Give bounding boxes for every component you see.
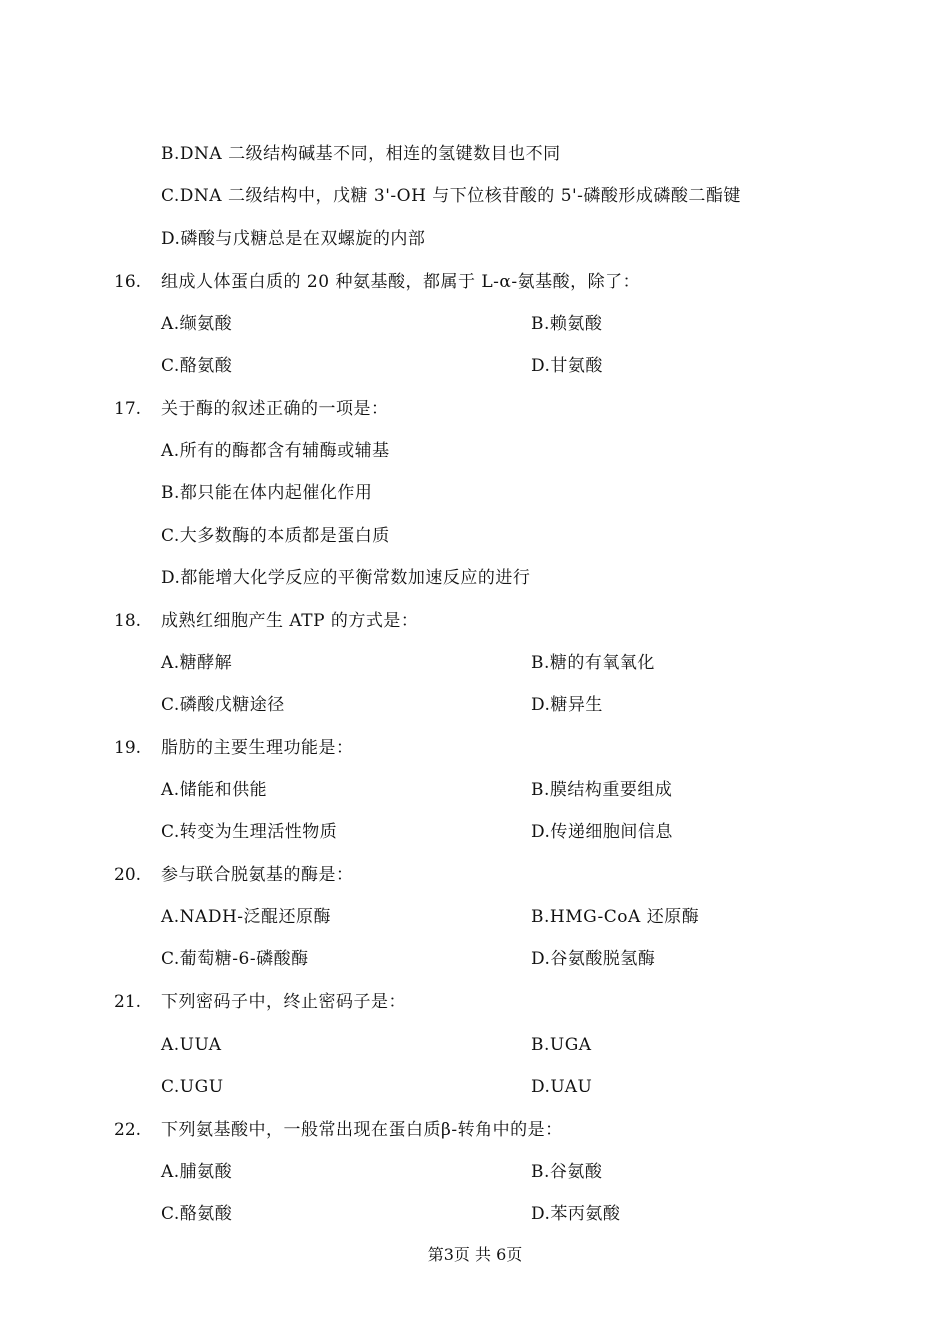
option-a: A.糖酵解: [161, 653, 233, 673]
option-c: C.酪氨酸: [161, 356, 233, 376]
question-text: 组成人体蛋白质的 20 种氨基酸，都属于 L-α-氨基酸，除了：: [161, 272, 641, 292]
prev-option-c: C.DNA 二级结构中，戊糖 3'-OH 与下位核苷酸的 5'-磷酸形成磷酸二酯键: [161, 186, 741, 206]
question-text: 成熟红细胞产生 ATP 的方式是：: [161, 611, 419, 631]
option-a: A.缬氨酸: [161, 314, 233, 334]
question-number: 16.: [114, 272, 142, 292]
option-b: B.糖的有氧氧化: [531, 653, 655, 673]
option-c: C.磷酸戊糖途径: [161, 695, 285, 715]
option-a: A.所有的酶都含有辅酶或辅基: [161, 441, 390, 461]
option-b: B.HMG-CoA 还原酶: [531, 907, 700, 927]
question-number: 17.: [114, 399, 142, 419]
option-b: B.膜结构重要组成: [531, 780, 673, 800]
page-footer: 第3页 共 6页: [427, 1245, 523, 1264]
question-number: 20.: [114, 865, 142, 885]
option-b: B.赖氨酸: [531, 314, 603, 334]
question-number: 22.: [114, 1120, 142, 1140]
question-text: 下列氨基酸中，一般常出现在蛋白质β-转角中的是：: [161, 1120, 563, 1140]
option-d: D.都能增大化学反应的平衡常数加速反应的进行: [161, 568, 531, 588]
question-text: 脂肪的主要生理功能是：: [161, 738, 354, 758]
option-c: C.大多数酶的本质都是蛋白质: [161, 526, 390, 546]
option-a: A.NADH-泛醌还原酶: [161, 907, 332, 927]
prev-option-d: D.磷酸与戊糖总是在双螺旋的内部: [161, 229, 426, 249]
option-a: A.脯氨酸: [161, 1162, 233, 1182]
question-number: 19.: [114, 738, 142, 758]
option-d: D.苯丙氨酸: [531, 1204, 621, 1224]
question-number: 18.: [114, 611, 142, 631]
prev-option-b: B.DNA 二级结构碱基不同，相连的氢键数目也不同: [161, 144, 561, 164]
option-c: C.UGU: [161, 1077, 224, 1097]
option-d: D.谷氨酸脱氢酶: [531, 949, 656, 969]
question-text: 下列密码子中，终止密码子是：: [161, 992, 406, 1012]
option-b: B.都只能在体内起催化作用: [161, 483, 373, 503]
question-text: 关于酶的叙述正确的一项是：: [161, 399, 389, 419]
option-c: C.葡萄糖-6-磷酸酶: [161, 949, 309, 969]
question-number: 21.: [114, 992, 142, 1012]
option-d: D.传递细胞间信息: [531, 822, 673, 842]
option-c: C.转变为生理活性物质: [161, 822, 338, 842]
option-a: A.UUA: [161, 1035, 222, 1055]
option-d: D.UAU: [531, 1077, 593, 1097]
option-b: B.谷氨酸: [531, 1162, 603, 1182]
option-c: C.酪氨酸: [161, 1204, 233, 1224]
option-d: D.甘氨酸: [531, 356, 603, 376]
question-text: 参与联合脱氨基的酶是：: [161, 865, 354, 885]
option-d: D.糖异生: [531, 695, 603, 715]
option-a: A.储能和供能: [161, 780, 268, 800]
option-b: B.UGA: [531, 1035, 592, 1055]
